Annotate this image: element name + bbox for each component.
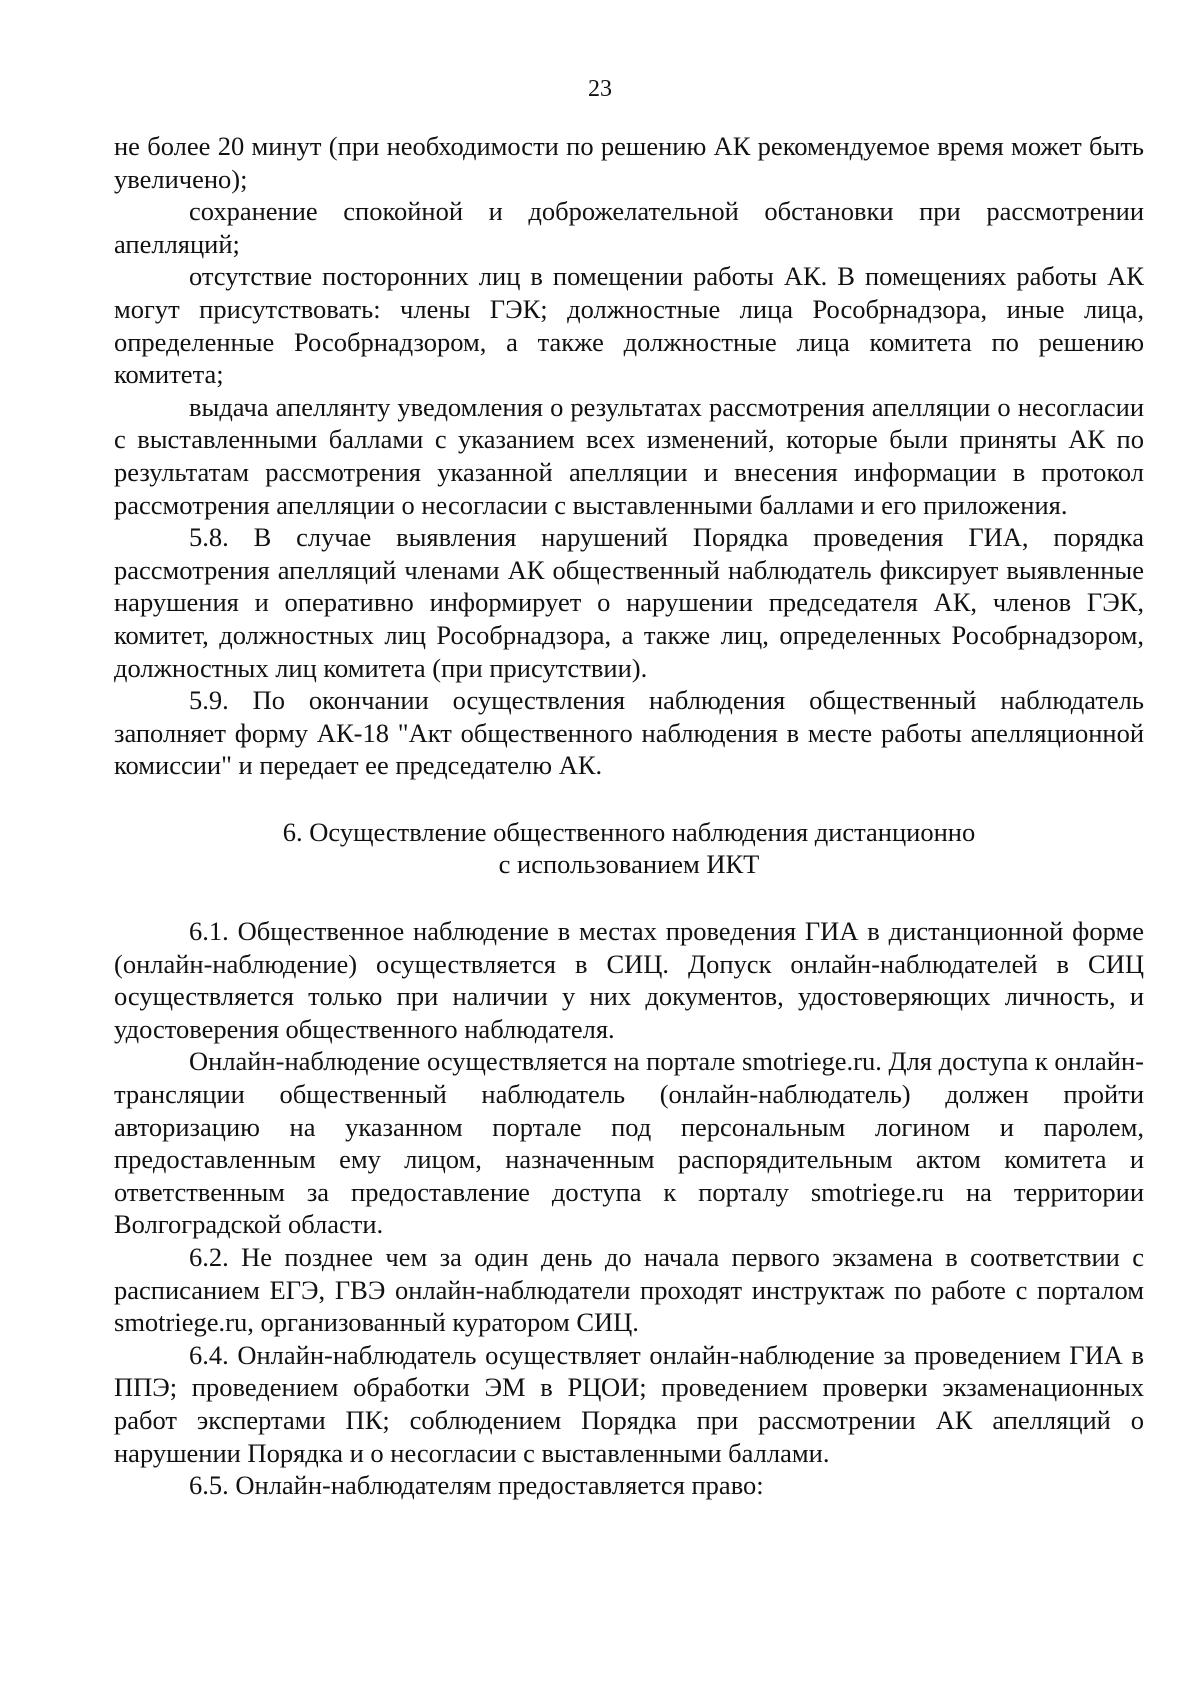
paragraph: Онлайн-наблюдение осуществляется на портале smotriege.ru. Для доступа к онлайн-трансляции общественный наблюдатель (онлайн-наблюдатель) должен пройти авторизацию на указанном портале под персональным логином и паролем, предоставленным ему лицом, назначенным распорядительным актом комитета и ответственным за предоставление доступа к порталу smotriege.ru на территории Волгоградской области. bbox=[114, 1046, 1144, 1240]
paragraph: отсутствие посторонних лиц в помещении работы АК. В помещениях работы АК могут присутствовать: члены ГЭК; должностные лица Рособрнадзора, иные лица, определенные Рособрнадзором, а также должностные лица комитета по решению комитета; bbox=[114, 261, 1144, 390]
section-heading-line-2: с использованием ИКТ bbox=[498, 849, 760, 880]
paragraph: 5.8. В случае выявления нарушений Порядка проведения ГИА, порядка рассмотрения апелляций членами АК общественный наблюдатель фиксирует выявленные нарушения и оперативно информирует о нарушении председателя АК, членов ГЭК, комитет, должностных лиц Рособрнадзора, а также лиц, определенных Рособрнадзором, должностных лиц комитета (при присутствии). bbox=[114, 522, 1144, 683]
paragraph: 6.4. Онлайн-наблюдатель осуществляет онлайн-наблюдение за проведением ГИА в ППЭ; проведением обработки ЭМ в РЦОИ; проведением проверки экзаменационных работ экспертами ПК; соблюдением Порядка при рассмотрении АК апелляций о нарушении Порядка и о несогласии с выставленными баллами. bbox=[114, 1339, 1144, 1468]
section-heading-line-1: 6. Осуществление общественного наблюдения дистанционно bbox=[282, 816, 976, 847]
paragraph: 6.2. Не позднее чем за один день до начала первого экзамена в соответствии с расписанием ЕГЭ, ГВЭ онлайн-наблюдатели проходят инструктаж по работе с порталом smotriege.ru, организованный куратором СИЦ. bbox=[114, 1242, 1144, 1338]
paragraph: 6.5. Онлайн-наблюдателям предоставляется право: bbox=[189, 1470, 764, 1501]
page-number: 23 bbox=[588, 76, 612, 102]
paragraph: 5.9. По окончании осуществления наблюдения общественный наблюдатель заполняет форму АК-18 "Акт общественного наблюдения в месте работы апелляционной комиссии" и передает ее председателю АК. bbox=[114, 685, 1144, 781]
paragraphs-before bbox=[114, 130, 1144, 782]
paragraphs-after bbox=[114, 915, 1144, 1502]
section-heading bbox=[114, 816, 1144, 881]
paragraph: сохранение спокойной и доброжелательной обстановки при рассмотрении апелляций; bbox=[114, 196, 1144, 259]
paragraph: выдача апеллянту уведомления о результатах рассмотрения апелляции о несогласии с выставленными баллами с указанием всех изменений, которые были приняты АК по результатам рассмотрения указанной апелляции и внесения информации в протокол рассмотрения апелляции о несогласии с выставленными баллами и его приложения. bbox=[114, 391, 1144, 520]
paragraph: не более 20 минут (при необходимости по решению АК рекомендуемое время может быть увеличено); bbox=[114, 131, 1144, 194]
document-body bbox=[114, 130, 1144, 1502]
paragraph: 6.1. Общественное наблюдение в местах проведения ГИА в дистанционной форме (онлайн-наблюдение) осуществляется в СИЦ. Допуск онлайн-наблюдателей в СИЦ осуществляется только при наличии у них документов, удостоверяющих личность, и удостоверения общественного наблюдателя. bbox=[114, 916, 1144, 1044]
